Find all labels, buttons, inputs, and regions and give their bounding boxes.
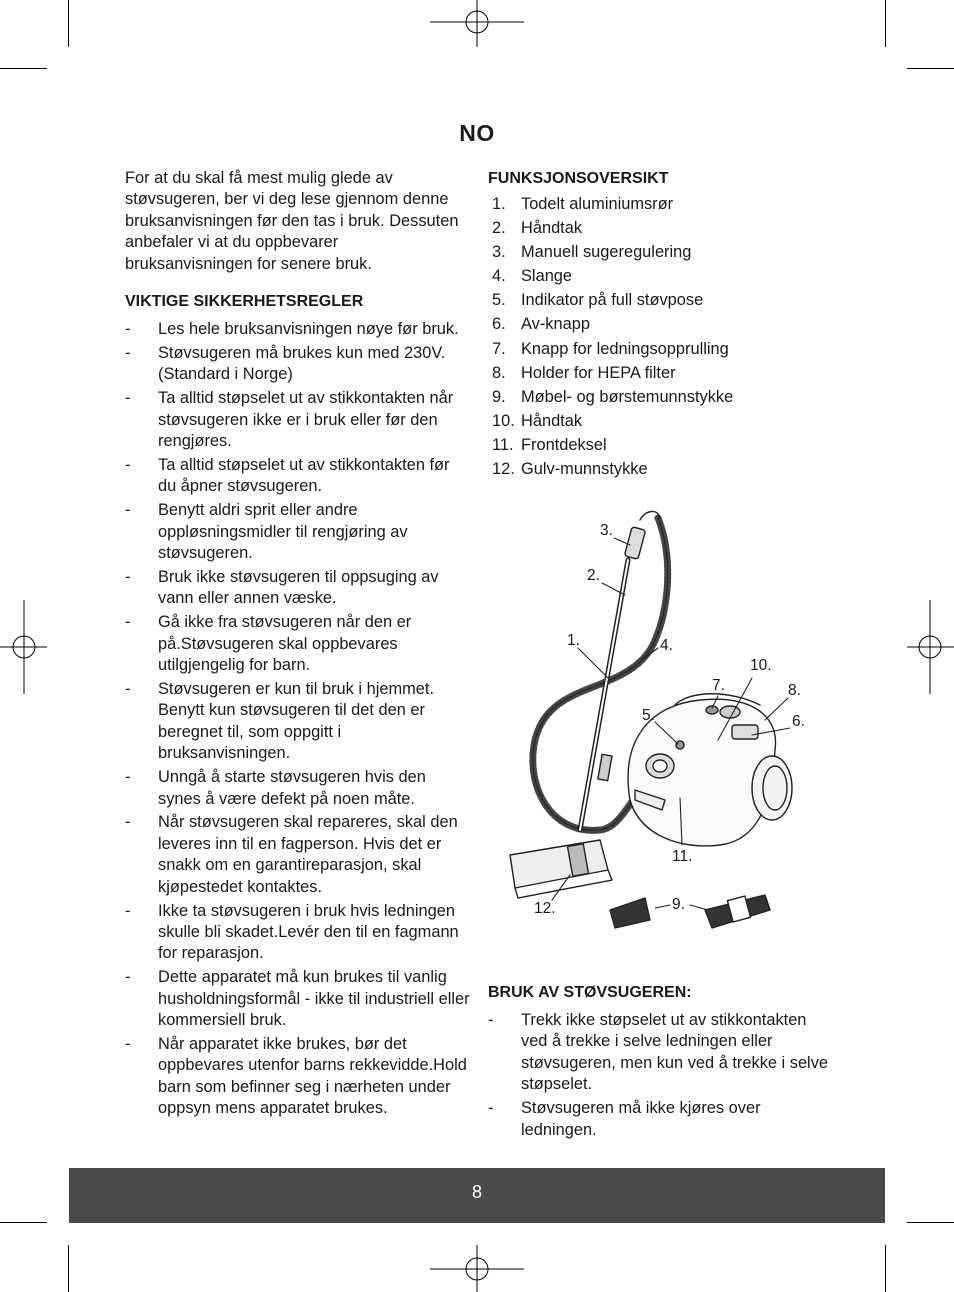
usage-heading: BRUK AV STØVSUGEREN:: [488, 984, 692, 1001]
item-number: 3.: [492, 243, 506, 262]
diagram-label: 8.: [788, 682, 801, 699]
list-item: [488, 240, 828, 264]
list-item: [488, 409, 828, 433]
item-number: 1.: [492, 195, 506, 213]
list-item: - Unngå å starte støvsugeren hvis den synes å være defekt på noen måte.: [125, 767, 470, 810]
item-number: 2.: [492, 219, 506, 238]
item-number: 5.: [492, 291, 506, 310]
list-item: [488, 216, 828, 240]
item-label: Manuell sugeregulering: [521, 243, 692, 262]
item-label: Holder for HEPA filter: [521, 363, 676, 382]
right-column: [488, 168, 828, 481]
registration-mark-right: [907, 600, 954, 694]
item-number: 7.: [492, 339, 506, 358]
diagram-label: 11.: [672, 848, 693, 865]
language-heading: NO: [459, 120, 495, 146]
left-column: [125, 168, 470, 1122]
list-item: [488, 361, 828, 385]
diagram-label: 1.: [567, 632, 580, 649]
item-number: 12.: [492, 460, 515, 479]
item-label: Håndtak: [521, 411, 583, 430]
diagram-label: 3.: [600, 522, 613, 539]
list-item: - Dette apparatet må kun brukes til vanlig husholdningsformål - ikke til industriell eller kommersiell bruk.: [125, 967, 470, 1031]
diagram-label: 12.: [534, 900, 556, 917]
list-item: - Støvsugeren må ikke kjøres over ledningen.: [488, 1098, 828, 1141]
crop-mark: [68, 1245, 69, 1292]
list-item: - Les hele bruksanvisningen nøye før bruk.: [125, 319, 470, 340]
list-item: [488, 433, 828, 457]
safety-heading: VIKTIGE SIKKERHETSREGLER: [125, 293, 364, 311]
list-item: - Når apparatet ikke brukes, bør det oppbevares utenfor barns rekkevidde.Hold barn som befinner seg i nærheten under oppsyn mens apparatet brukes.: [125, 1034, 470, 1120]
page-number: 8: [471, 1182, 482, 1202]
list-item: [488, 385, 828, 409]
crop-mark: [907, 68, 954, 69]
item-label: Møbel- og børstemunnstykke: [521, 387, 734, 406]
vacuum-diagram: [490, 500, 820, 950]
usage-list: [488, 1010, 828, 1141]
item-label: Gulv-munnstykke: [521, 460, 648, 479]
safety-list: [125, 319, 470, 1120]
list-item: - Benytt aldri sprit eller andre oppløsningsmidler til rengjøring av støvsugeren.: [125, 500, 470, 564]
item-number: 10.: [492, 411, 515, 430]
functions-list: [488, 192, 828, 481]
diagram-label: 2.: [587, 567, 600, 584]
diagram-label: 7.: [712, 677, 725, 694]
list-item: [488, 337, 828, 361]
registration-mark-top: [430, 0, 524, 47]
list-item: [488, 312, 828, 336]
registration-mark-left: [0, 600, 47, 694]
item-number: 6.: [492, 315, 506, 334]
list-item: [488, 288, 828, 312]
crop-mark: [0, 68, 47, 69]
diagram-label: 4.: [660, 637, 673, 654]
item-number: 4.: [492, 267, 506, 286]
item-label: Slange: [521, 267, 573, 286]
crop-mark: [68, 0, 69, 47]
vacuum-illustration: [490, 500, 820, 950]
list-item: [488, 264, 828, 288]
functions-heading: FUNKSJONSOVERSIKT: [488, 170, 669, 187]
item-label: Frontdeksel: [521, 435, 607, 454]
item-label: Knapp for ledningsopprulling: [521, 339, 729, 358]
item-number: 11.: [492, 435, 514, 454]
diagram-label: 10.: [750, 657, 772, 674]
list-item: - Støvsugeren er kun til bruk i hjemmet. Benytt kun støvsugeren til det den er beregnet til, som oppgitt i bruksanvisningen.: [125, 679, 470, 765]
list-item: [488, 457, 828, 481]
diagram-label: 9.: [672, 896, 685, 913]
list-item: [488, 192, 828, 216]
list-item: - Ikke ta støvsugeren i bruk hvis ledningen skulle bli skadet.Levér den til en fagmann for reparasjon.: [125, 901, 470, 965]
item-label: Todelt aluminiumsrør: [521, 195, 674, 213]
page-footer: [69, 1168, 885, 1223]
list-item: - Ta alltid støpselet ut av stikkontakten før du åpner støvsugeren.: [125, 455, 470, 498]
list-item: - Gå ikke fra støvsugeren når den er på.Støvsugeren skal oppbevares utilgjengelig for barn.: [125, 612, 470, 676]
crop-mark: [0, 1222, 47, 1223]
item-number: 9.: [492, 387, 506, 406]
item-label: Av-knapp: [521, 315, 590, 334]
usage-section: [488, 982, 828, 1143]
intro-paragraph: For at du skal få mest mulig glede av støvsugeren, ber vi deg lese gjennom denne bruksanvisningen før den tas i bruk. Dessuten anbefaler vi at du oppbevarer bruksanvisningen for senere bruk.: [125, 169, 459, 273]
list-item: - Trekk ikke støpselet ut av stikkontakten ved å trekke i selve ledningen eller støvsugeren, men kun ved å trekke i selve støpselet.: [488, 1010, 828, 1096]
item-number: 8.: [492, 363, 506, 382]
crop-mark: [885, 0, 886, 47]
list-item: - Støvsugeren må brukes kun med 230V. (Standard i Norge): [125, 343, 470, 386]
diagram-label: 6.: [792, 713, 805, 730]
list-item: - Når støvsugeren skal repareres, skal den leveres inn til en fagperson. Hvis det er snakk om en garantireparasjon, skal kjøpestedet kontaktes.: [125, 812, 470, 898]
list-item: - Bruk ikke støvsugeren til oppsuging av vann eller annen væske.: [125, 567, 470, 610]
list-item: - Ta alltid støpselet ut av stikkontakten når støvsugeren ikke er i bruk eller før den rengjøres.: [125, 388, 470, 452]
crop-mark: [907, 1222, 954, 1223]
registration-mark-bottom: [430, 1245, 524, 1292]
diagram-label: 5.: [642, 707, 655, 724]
item-label: Indikator på full støvpose: [521, 291, 704, 310]
item-label: Håndtak: [521, 219, 583, 238]
crop-mark: [885, 1245, 886, 1292]
